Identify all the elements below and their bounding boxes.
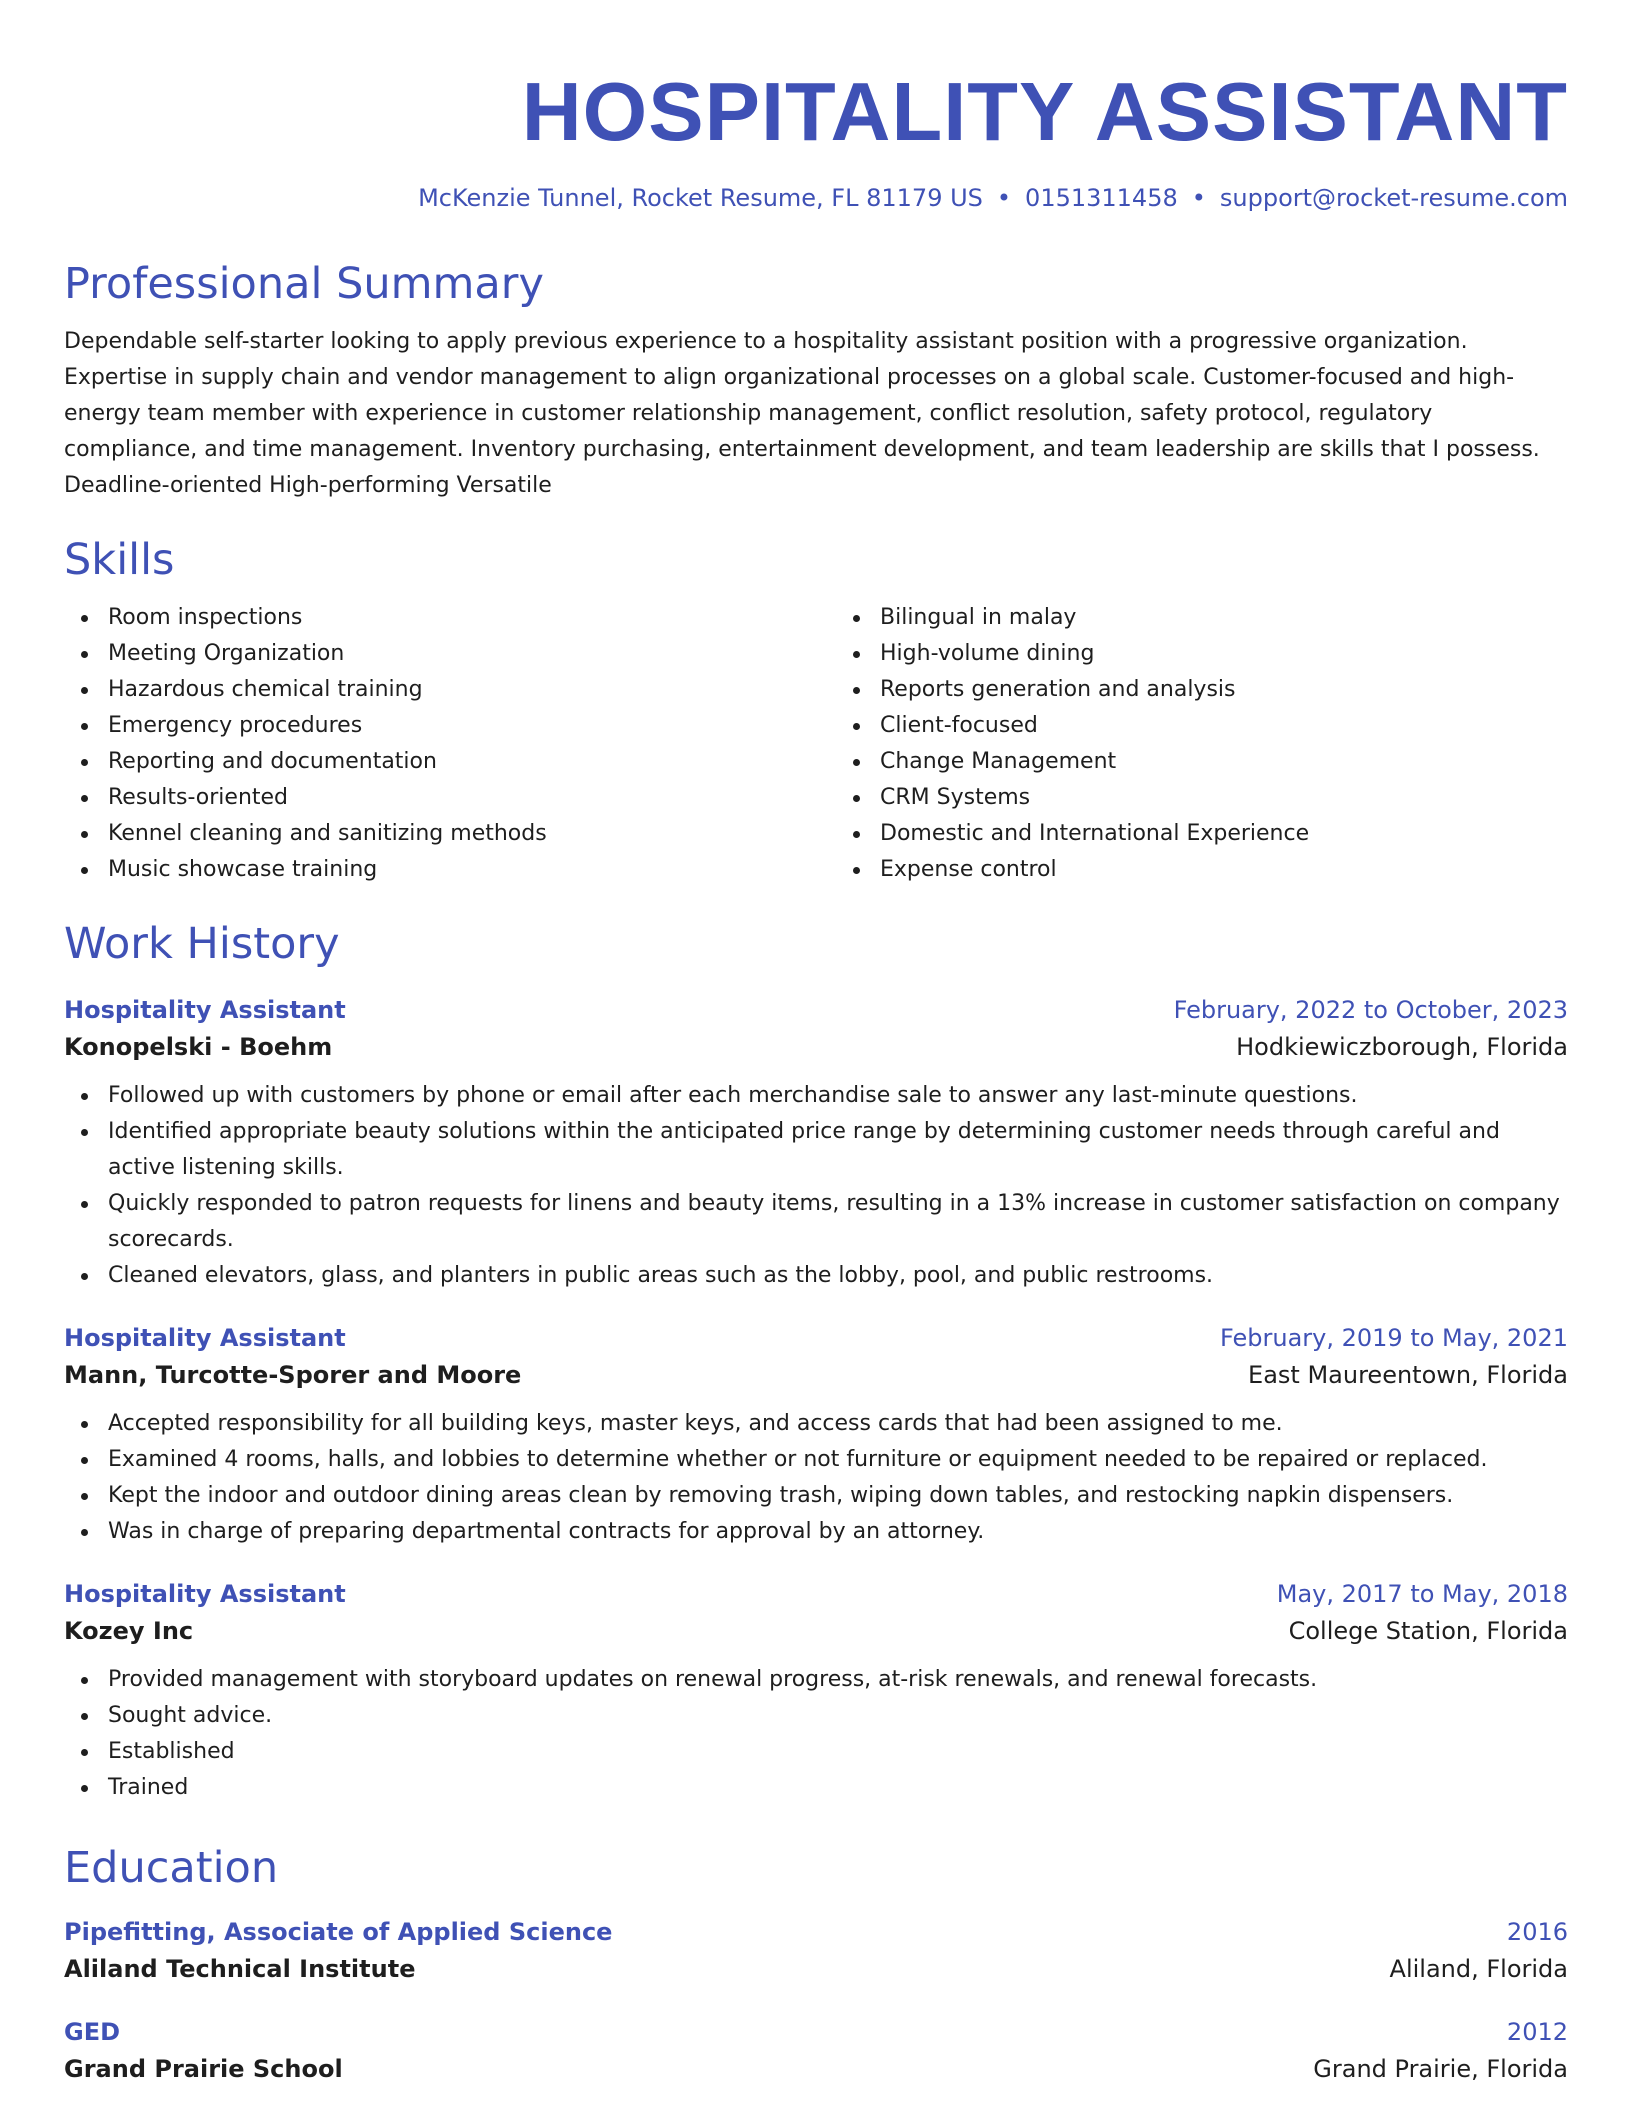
job-bullet: Examined 4 rooms, halls, and lobbies to determine whether or not furniture or equipment needed to be repaired or replaced.	[64, 1442, 1568, 1478]
skill-item: Bilingual in malay	[836, 600, 1568, 636]
summary-text: Dependable self-starter looking to apply previous experience to a hospitality assistant position with a progressive organization. Expertise in supply chain and vendor management to align organizational processes on a global scale. Customer-focused and high-energy team member with experience in customer relationship management, conflict resolution, safety protocol, regulatory compliance, and time management. Inventory purchasing, entertainment development, and team leadership are skills that I possess. Deadline-oriented High-performing Versatile	[64, 329, 1540, 498]
section-title-work-history: Work History	[64, 919, 340, 969]
contact-phone: 0151311458	[1025, 184, 1178, 212]
job-bullet: Provided management with storyboard updates on renewal progress, at-risk renewals, and renewal forecasts.	[64, 1662, 1568, 1698]
job-bullet: Kept the indoor and outdoor dining areas clean by removing trash, wiping down tables, and restocking napkin dispensers.	[64, 1478, 1568, 1514]
skill-item: Music showcase training	[64, 852, 796, 888]
skill-item: Client-focused	[836, 708, 1568, 744]
education-degree: GED	[64, 2018, 121, 2046]
job-bullet: Established	[64, 1734, 1568, 1770]
job-bullet: Sought advice.	[64, 1698, 1568, 1734]
job-location: Hodkiewiczborough, Florida	[1236, 1033, 1568, 1061]
skill-item: Room inspections	[64, 600, 796, 636]
job-header	[64, 992, 1568, 1028]
job-location: College Station, Florida	[1288, 1617, 1568, 1645]
resume-title: HOSPITALITY ASSISTANT	[521, 65, 1568, 158]
section-title-education: Education	[64, 1843, 279, 1893]
skill-item: Expense control	[836, 852, 1568, 888]
education-entry	[64, 2014, 1568, 2088]
job-header	[64, 1576, 1568, 1612]
job-company: Konopelski - Boehm	[64, 1033, 333, 1061]
skills-list-right	[836, 600, 1568, 888]
skill-item: Reporting and documentation	[64, 744, 796, 780]
education-school: Grand Prairie School	[64, 2055, 343, 2083]
job-header	[64, 1320, 1568, 1356]
section-title-skills: Skills	[64, 535, 175, 585]
education-header	[64, 1914, 1568, 1950]
skill-item: High-volume dining	[836, 636, 1568, 672]
education-location: Aliland, Florida	[1389, 1955, 1568, 1983]
job-bullets	[64, 1662, 1568, 1806]
contact-separator: •	[996, 184, 1012, 212]
job-title: Hospitality Assistant	[64, 996, 346, 1024]
education-entry	[64, 1914, 1568, 1988]
job-company: Mann, Turcotte-Sporer and Moore	[64, 1361, 522, 1389]
job-location: East Maureentown, Florida	[1248, 1361, 1568, 1389]
education-year: 2012	[1506, 2018, 1568, 2046]
education-school: Aliland Technical Institute	[64, 1955, 416, 1983]
education-location: Grand Prairie, Florida	[1313, 2055, 1568, 2083]
education-degree: Pipefitting, Associate of Applied Science	[64, 1918, 613, 1946]
job-title: Hospitality Assistant	[64, 1580, 346, 1608]
skill-item: Domestic and International Experience	[836, 816, 1568, 852]
job-bullets	[64, 1406, 1568, 1550]
job-bullets	[64, 1078, 1568, 1294]
section-title-summary: Professional Summary	[64, 259, 544, 309]
contact-line	[64, 184, 1568, 212]
skill-item: Hazardous chemical training	[64, 672, 796, 708]
job-dates: February, 2022 to October, 2023	[1173, 996, 1568, 1024]
job-company: Kozey Inc	[64, 1617, 194, 1645]
job-bullet: Was in charge of preparing departmental contracts for approval by an attorney.	[64, 1514, 1568, 1550]
job-dates: February, 2019 to May, 2021	[1220, 1324, 1568, 1352]
job-bullet: Quickly responded to patron requests for linens and beauty items, resulting in a 13% increase in customer satisfaction on company scorecards.	[64, 1186, 1568, 1258]
skill-item: Kennel cleaning and sanitizing methods	[64, 816, 796, 852]
education-subheader	[64, 1950, 1568, 1988]
skill-item: Change Management	[836, 744, 1568, 780]
job-entry	[64, 1576, 1568, 1806]
contact-address: McKenzie Tunnel, Rocket Resume, FL 81179 US	[418, 184, 983, 212]
job-bullet: Trained	[64, 1770, 1568, 1806]
job-entry	[64, 992, 1568, 1294]
job-bullet: Accepted responsibility for all building keys, master keys, and access cards that had been assigned to me.	[64, 1406, 1568, 1442]
job-entry	[64, 1320, 1568, 1550]
skill-item: CRM Systems	[836, 780, 1568, 816]
skill-item: Reports generation and analysis	[836, 672, 1568, 708]
job-title: Hospitality Assistant	[64, 1324, 346, 1352]
job-subheader	[64, 1612, 1568, 1650]
job-bullet: Cleaned elevators, glass, and planters in public areas such as the lobby, pool, and public restrooms.	[64, 1258, 1568, 1294]
job-subheader	[64, 1356, 1568, 1394]
education-year: 2016	[1506, 1918, 1568, 1946]
job-bullet: Identified appropriate beauty solutions within the anticipated price range by determining customer needs through careful and active listening skills.	[64, 1114, 1568, 1186]
job-dates: May, 2017 to May, 2018	[1276, 1580, 1568, 1608]
skill-item: Emergency procedures	[64, 708, 796, 744]
education-header	[64, 2014, 1568, 2050]
job-bullet: Followed up with customers by phone or email after each merchandise sale to answer any last-minute questions.	[64, 1078, 1568, 1114]
skill-item: Results-oriented	[64, 780, 796, 816]
skills-list-left	[64, 600, 796, 888]
education-subheader	[64, 2050, 1568, 2088]
skill-item: Meeting Organization	[64, 636, 796, 672]
skills-grid	[64, 600, 1568, 888]
contact-separator: •	[1191, 184, 1206, 212]
job-subheader	[64, 1028, 1568, 1066]
contact-email[interactable]: support@rocket-resume.com	[1219, 184, 1568, 212]
